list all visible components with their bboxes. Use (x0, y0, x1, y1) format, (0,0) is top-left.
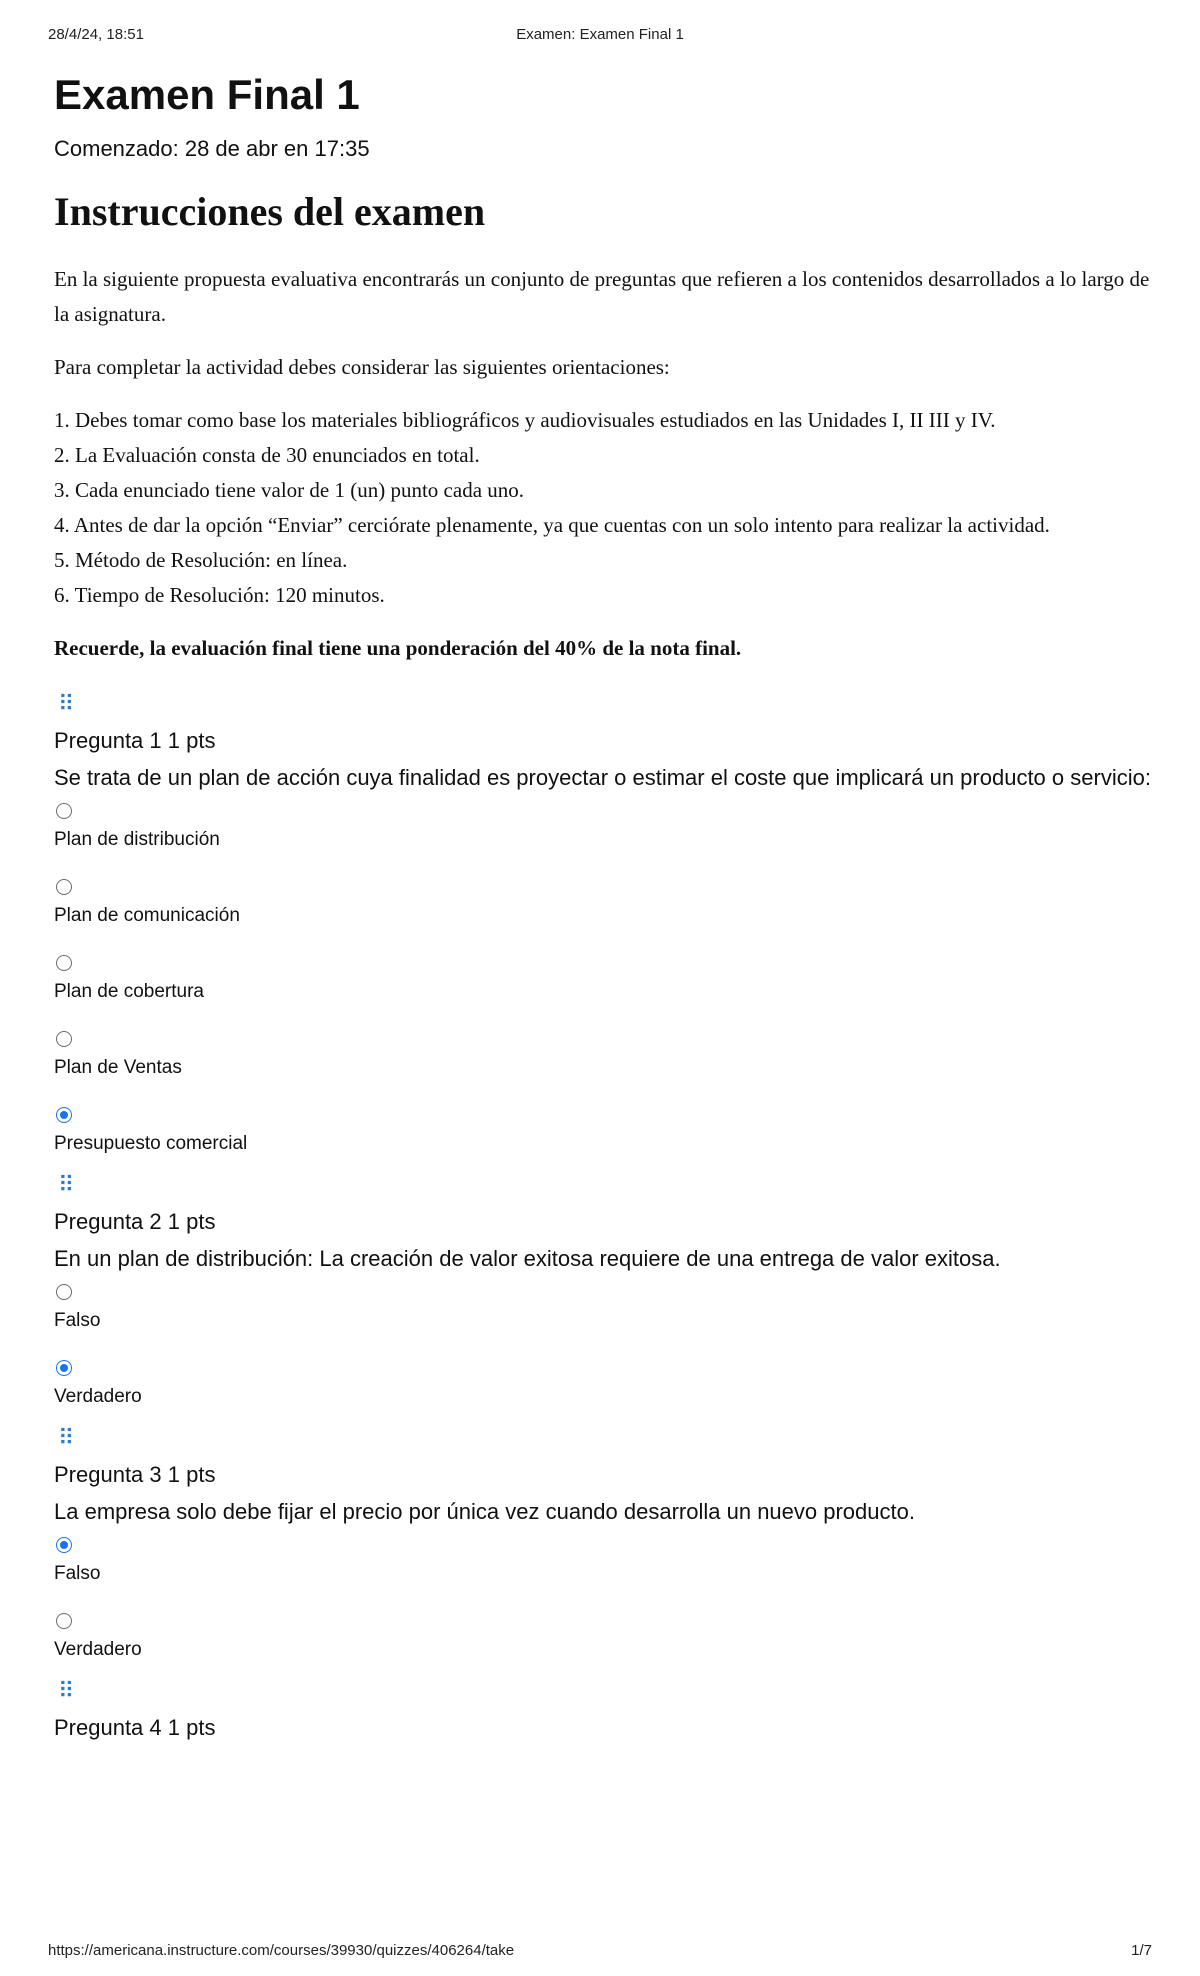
answer-label[interactable]: Verdadero (54, 1639, 142, 1660)
question-text: La empresa solo debe fijar el precio por única vez cuando desarrolla un nuevo producto. (54, 1499, 915, 1524)
radio-button[interactable] (56, 1284, 72, 1300)
answer-label[interactable]: Verdadero (54, 1386, 142, 1407)
radio-button[interactable] (56, 803, 72, 819)
rule-item: 3. Cada enunciado tiene valor de 1 (un) punto cada uno. (54, 478, 525, 502)
answer-label[interactable]: Falso (54, 1563, 101, 1584)
radio-button[interactable] (56, 1613, 72, 1629)
instructions-paragraph: Para completar la actividad debes considerar las siguientes orientaciones: (54, 355, 670, 379)
print-date: 28/4/24, 18:51 (48, 26, 144, 43)
question-2 (54, 1171, 1154, 1410)
started-timestamp: Comenzado: 28 de abr en 17:35 (54, 136, 370, 161)
print-footer (48, 1942, 1152, 1962)
question-3 (54, 1424, 1154, 1663)
radio-button[interactable] (56, 879, 72, 895)
rule-item: 4. Antes de dar la opción “Enviar” cerciórate plenamente, ya que cuentas con un solo intento para realizar la actividad. (54, 513, 1050, 537)
rule-item: 6. Tiempo de Resolución: 120 minutos. (54, 583, 385, 607)
answer-option[interactable] (54, 1537, 1154, 1587)
question-4 (54, 1677, 1154, 1743)
radio-button-selected[interactable] (56, 1360, 72, 1376)
rule-item: 2. La Evaluación consta de 30 enunciados en total. (54, 443, 480, 467)
answer-option[interactable] (54, 1284, 1154, 1334)
radio-button[interactable] (56, 955, 72, 971)
radio-button-selected[interactable] (56, 1107, 72, 1123)
page-title: Examen Final 1 (54, 71, 360, 118)
print-title: Examen: Examen Final 1 (516, 26, 684, 43)
answer-label[interactable]: Falso (54, 1310, 101, 1331)
question-1 (54, 690, 1154, 1157)
reminder-note: Recuerde, la evaluación final tiene una ponderación del 40% de la nota final. (54, 636, 742, 660)
rule-item: 1. Debes tomar como base los materiales bibliográficos y audiovisuales estudiados en las Unidades I, II III y IV. (54, 408, 996, 432)
instructions-paragraph: En la siguiente propuesta evaluativa encontrarás un conjunto de preguntas que refieren a los contenidos desarrollados a lo largo de la asignatura. (54, 267, 1150, 326)
question-header: Pregunta 3 1 pts (54, 1462, 216, 1487)
page-number: 1/7 (1131, 1942, 1152, 1959)
question-text: En un plan de distribución: La creación de valor exitosa requiere de una entrega de valor exitosa. (54, 1246, 1001, 1271)
answer-label[interactable]: Plan de Ventas (54, 1057, 182, 1078)
drag-handle-icon[interactable]: ⠿ (58, 1425, 73, 1450)
drag-handle-icon[interactable]: ⠿ (58, 1172, 73, 1197)
drag-handle-icon[interactable]: ⠿ (58, 691, 73, 716)
radio-button[interactable] (56, 1031, 72, 1047)
radio-button-selected[interactable] (56, 1537, 72, 1553)
drag-handle-icon[interactable]: ⠿ (58, 1678, 73, 1703)
question-text: Se trata de un plan de acción cuya finalidad es proyectar o estimar el coste que implicará un producto o servicio: (54, 765, 1151, 790)
answer-option[interactable] (54, 879, 1154, 929)
answer-option[interactable] (54, 1107, 1154, 1157)
answer-option[interactable] (54, 955, 1154, 1005)
question-header: Pregunta 4 1 pts (54, 1715, 216, 1740)
answer-option[interactable] (54, 1031, 1154, 1081)
answer-option[interactable] (54, 803, 1154, 853)
answer-option[interactable] (54, 1613, 1154, 1663)
instructions-title: Instrucciones del examen (54, 189, 486, 234)
print-header (48, 26, 1152, 46)
answer-label[interactable]: Plan de distribución (54, 829, 220, 850)
question-header: Pregunta 1 1 pts (54, 728, 216, 753)
quiz-content (54, 66, 1154, 1747)
answer-label[interactable]: Presupuesto comercial (54, 1133, 248, 1154)
rule-item: 5. Método de Resolución: en línea. (54, 548, 348, 572)
answer-option[interactable] (54, 1360, 1154, 1410)
instructions-rules-list (54, 403, 1154, 613)
answer-label[interactable]: Plan de comunicación (54, 905, 240, 926)
print-url: https://americana.instructure.com/courses/39930/quizzes/406264/take (48, 1942, 515, 1959)
answer-label[interactable]: Plan de cobertura (54, 981, 204, 1002)
question-header: Pregunta 2 1 pts (54, 1209, 216, 1234)
